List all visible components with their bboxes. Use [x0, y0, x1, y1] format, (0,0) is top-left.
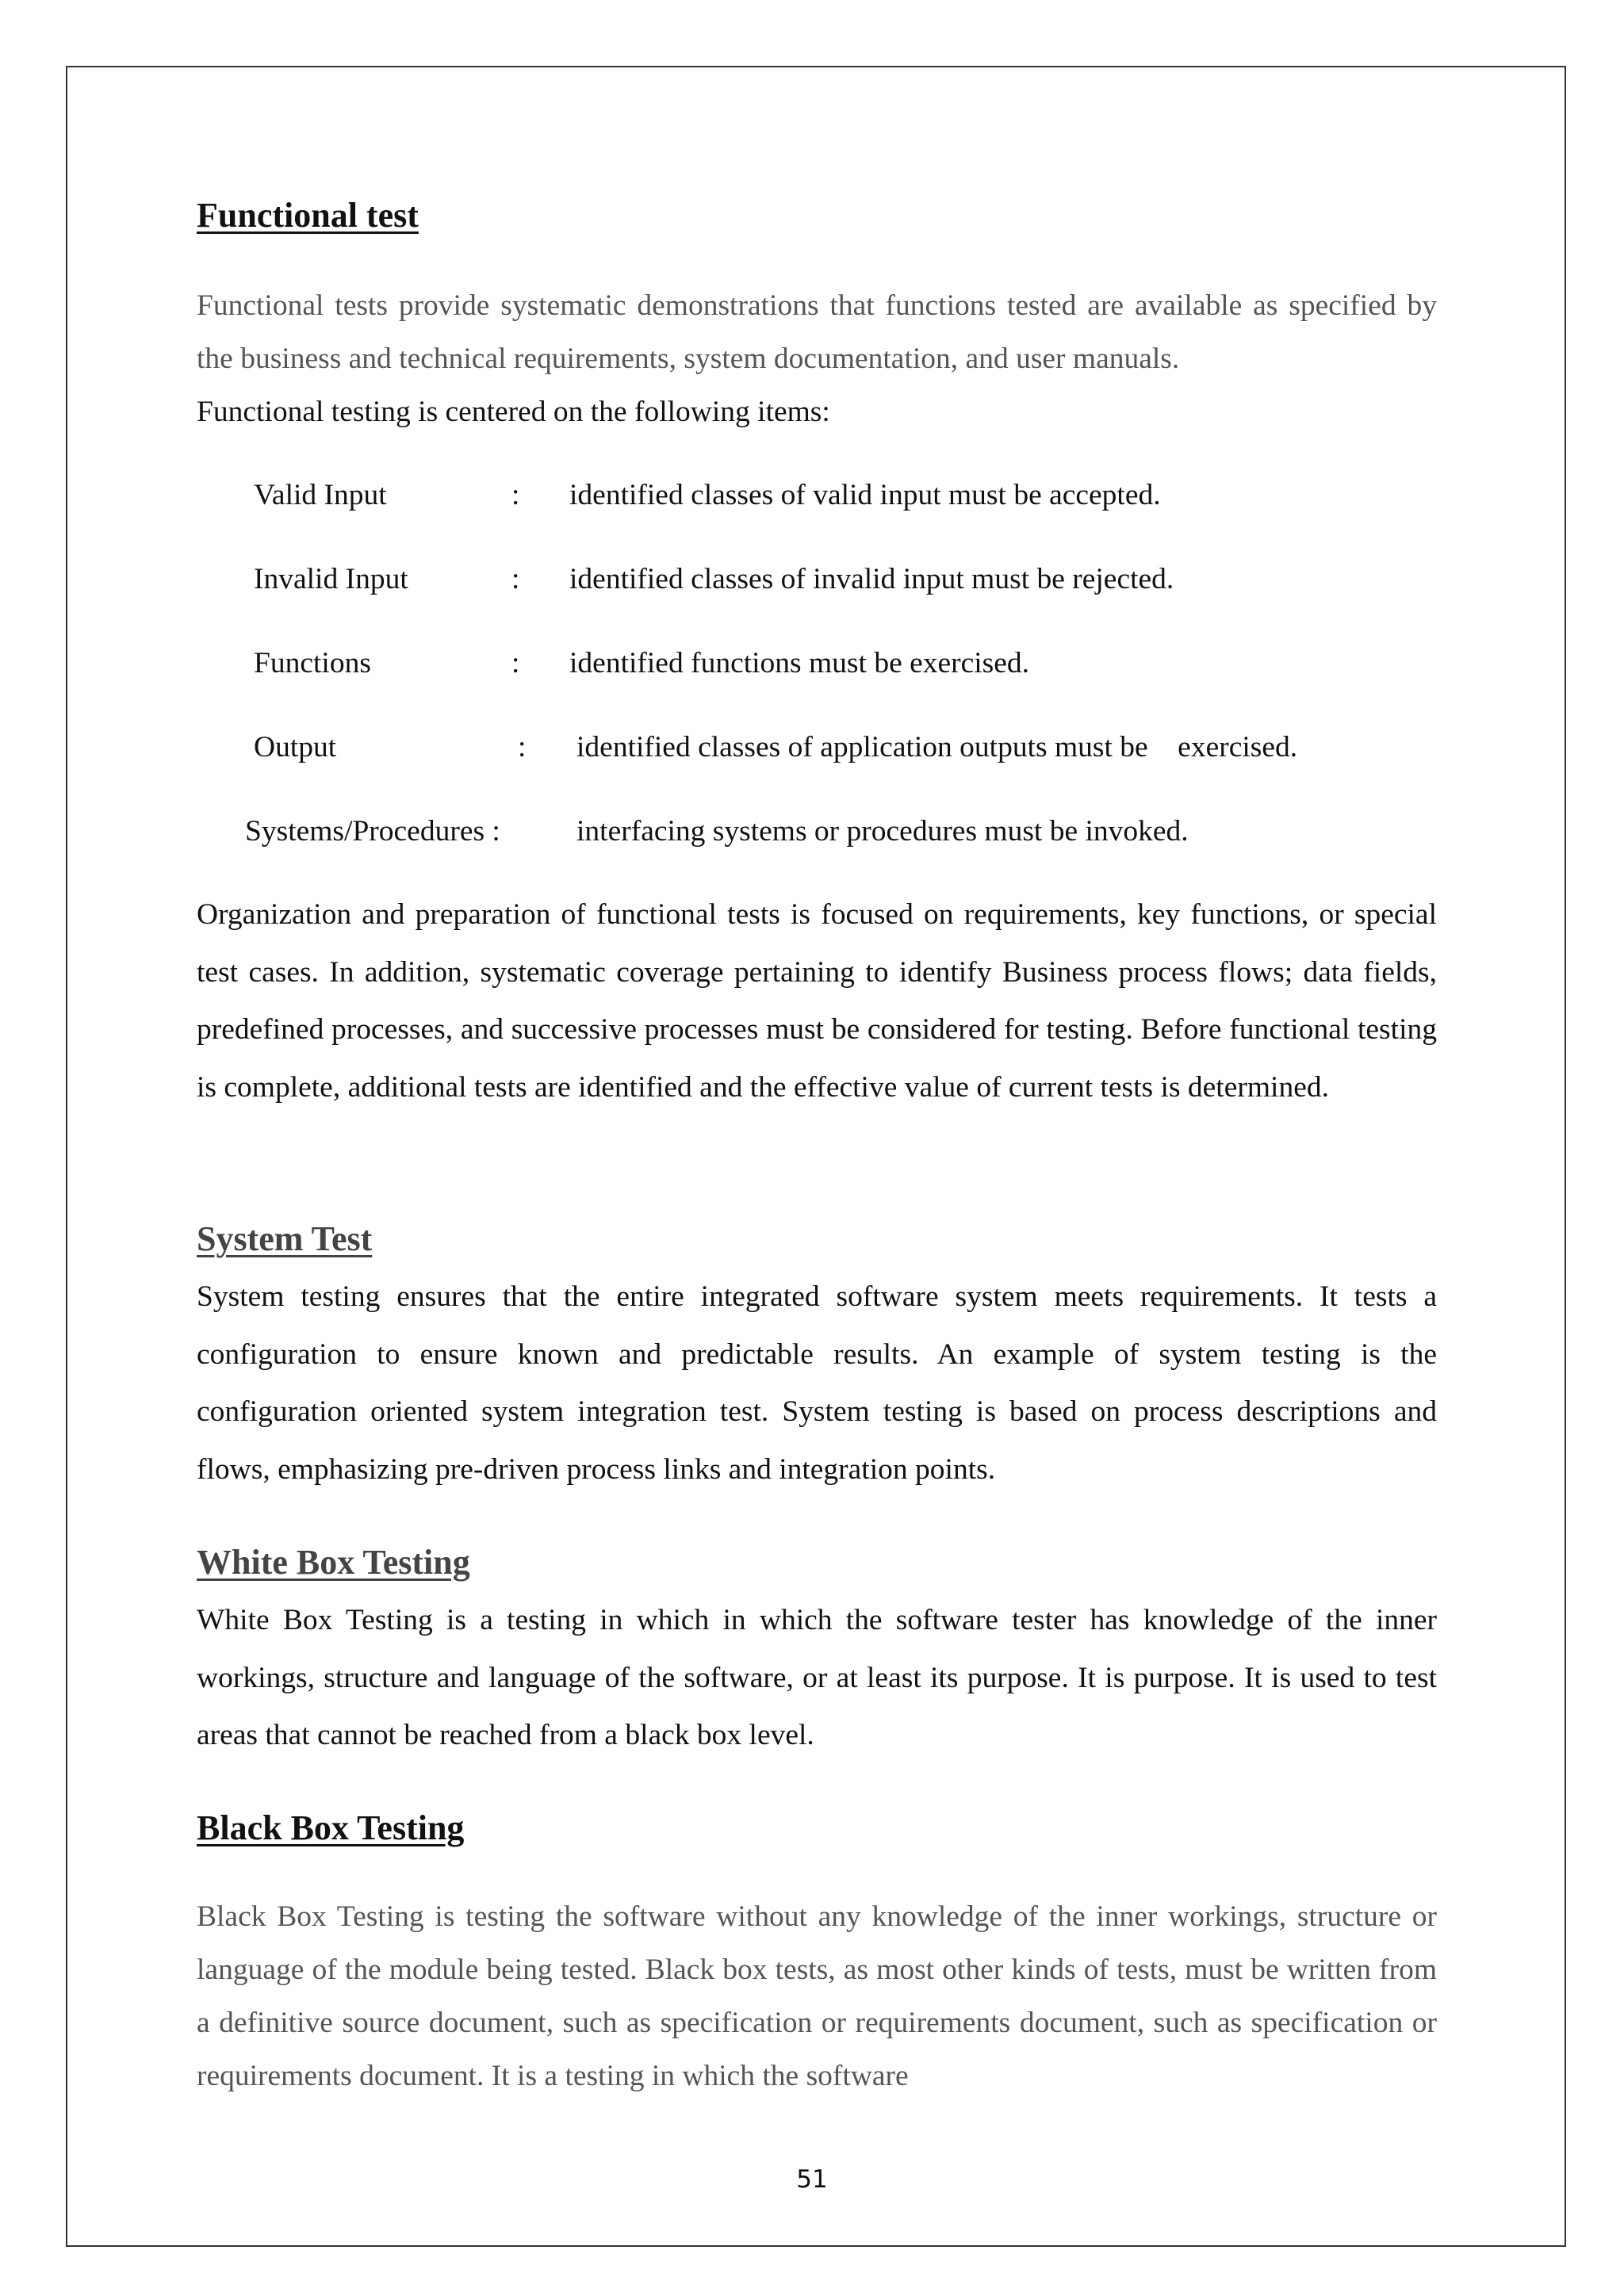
list-item	[0, 640, 1624, 687]
item-description: interfacing systems or procedures must be invoked.	[576, 815, 1189, 848]
item-separator: :	[518, 731, 527, 763]
item-separator: :	[511, 563, 520, 595]
functional-lead-in: Functional testing is centered on the following items:	[197, 396, 830, 428]
item-description: identified functions must be exercised.	[569, 647, 1030, 679]
list-item	[0, 556, 1624, 603]
item-term: Invalid Input	[254, 563, 408, 595]
system-test-paragraph: System testing ensures that the entire integrated software system meets requirements. It tests a configuration to ensure known and predictable results. An example of system testing is the configuration oriented system integration test. System testing is based on process descriptions and flows, emphasizing pre-driven process links and integration points.	[197, 1280, 1437, 1486]
item-term: Valid Input	[254, 479, 387, 511]
list-item	[0, 472, 1624, 519]
list-item	[0, 808, 1624, 855]
item-separator: :	[511, 479, 520, 511]
item-term: Functions	[254, 647, 371, 679]
heading-white-box-testing: White Box Testing	[197, 1543, 470, 1582]
heading-functional-test: Functional test	[197, 196, 419, 235]
heading-black-box-testing: Black Box Testing	[197, 1808, 465, 1847]
functional-intro-paragraph: Functional tests provide systematic demonstrations that functions tested are available as specified by the business and technical requirements, system documentation, and user manuals.	[197, 289, 1437, 375]
item-term: Systems/Procedures :	[245, 815, 500, 848]
list-item	[0, 724, 1624, 771]
item-separator: :	[511, 647, 520, 679]
functional-summary-paragraph: Organization and preparation of functional tests is focused on requirements, key functions, or special test cases. In addition, systematic coverage pertaining to identify Business process flows; data fields, predefined processes, and successive processes must be considered for testing. Before functional testing is complete, additional tests are identified and the effective value of current tests is determined.	[197, 898, 1437, 1104]
page-number: 51	[796, 2165, 828, 2194]
heading-system-test: System Test	[197, 1219, 373, 1258]
item-term: Output	[254, 731, 337, 763]
black-box-paragraph: Black Box Testing is testing the software without any knowledge of the inner workings, structure or language of the module being tested. Black box tests, as most other kinds of tests, must be written from a definitive source document, such as specification or requirements document, such as specification or requirements document. It is a testing in which the software	[197, 1900, 1437, 2092]
white-box-paragraph: White Box Testing is a testing in which in which the software tester has knowledge of the inner workings, structure and language of the software, or at least its purpose. It is purpose. It is used to test areas that cannot be reached from a black box level.	[197, 1604, 1437, 1751]
item-description: identified classes of application outputs must be exercised.	[576, 731, 1298, 763]
item-description: identified classes of valid input must be accepted.	[569, 479, 1161, 511]
item-description: identified classes of invalid input must be rejected.	[569, 563, 1174, 595]
